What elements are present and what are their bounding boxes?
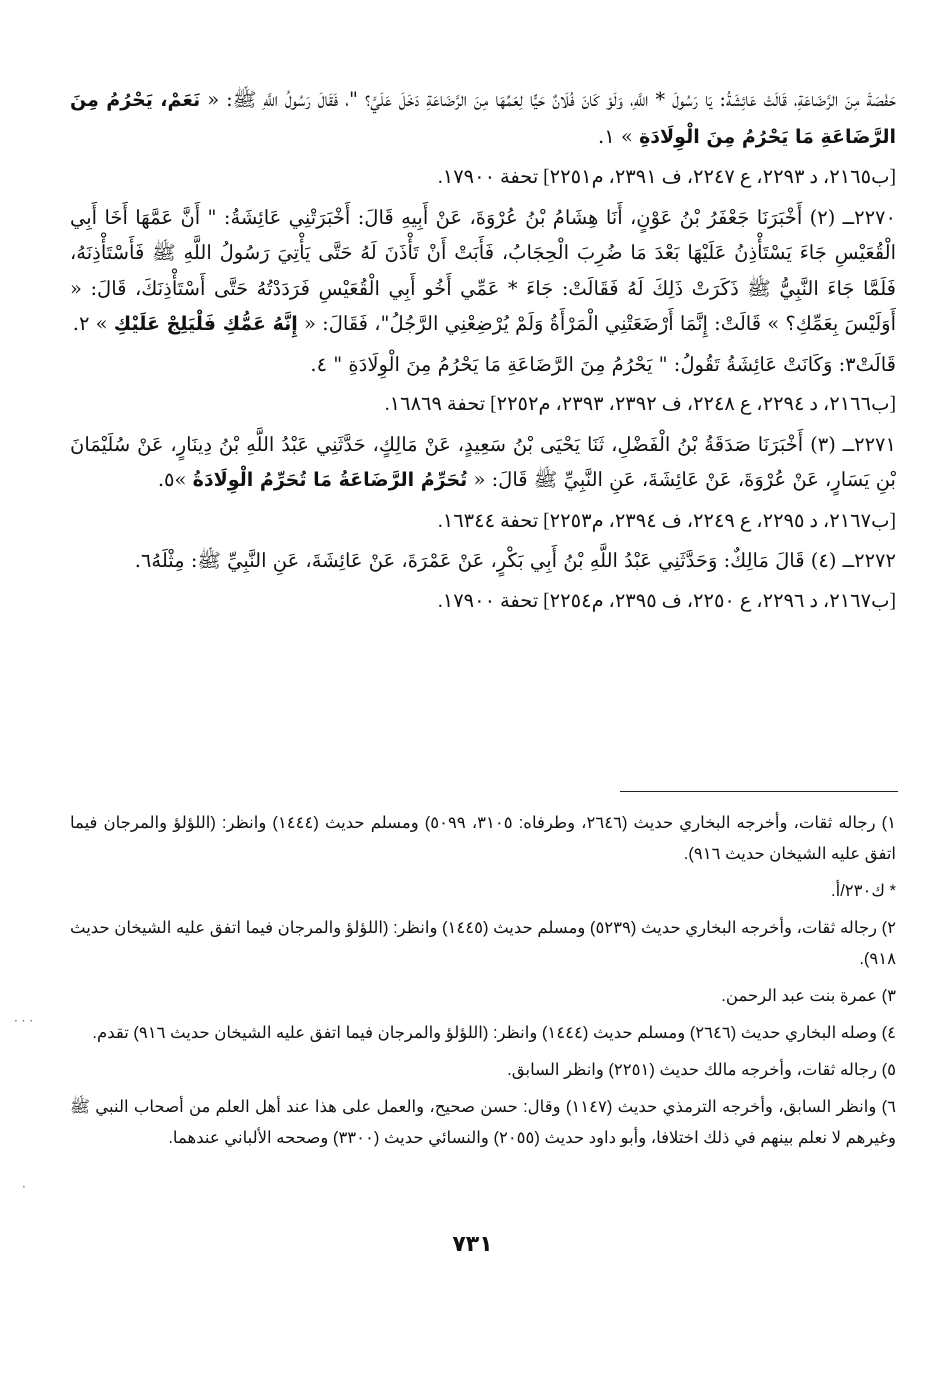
page-number: ٧٣١ <box>452 1232 493 1257</box>
footnote: ٣) عمرة بنت عبد الرحمن. <box>721 987 896 1005</box>
paragraph-text: ٢٢٧٢ــ (٤) قَالَ مَالِكٌ: وَحَدَّثَنِي عَبْدُ اللَّهِ بْنُ أَبِي بَكْرٍ، عَنْ عَمْرَةَ، عَنْ عَائِشَةَ، عَنِ النَّبِيِّ ﷺ: مِثْلَهُ٦. <box>134 549 896 572</box>
footnotes <box>70 808 896 1160</box>
scan-speck: · · · <box>14 1014 34 1028</box>
takhrij-reference <box>70 583 896 620</box>
prophetic-saying: إِنَّهُ عَمُّكِ فَلْيَلِجْ عَلَيْكِ <box>113 313 298 335</box>
paragraph-text: قَالَتْ٣: وَكَانَتْ عَائِشَةُ تَقُولُ: " يَحْرُمُ مِنَ الرَّضَاعَةِ مَا يَحْرُمُ مِنَ الْوِلَادَةِ " ٤. <box>310 352 896 376</box>
takhrij-reference <box>70 159 896 196</box>
hadith-paragraph <box>70 427 896 499</box>
paragraph-text: » ٢. <box>72 312 114 335</box>
paragraph-text: ٢٢٧٠ــ (٢) أَخْبَرَنَا جَعْفَرُ بْنُ عَوْنٍ، أَنَا هِشَامُ بْنُ عُرْوَةَ، عَنْ أَبِيهِ قَالَ: أَخْبَرَتْنِي عَائِشَةُ: " أَنَّ عَمَّهَا أَخَا أَبِي الْقُعَيْسِ جَاءَ يَسْتَأْذِنُ عَلَيْهَا بَعْدَ مَا ضُرِبَ الْحِجَابُ، فَأَبَتْ أَنْ تَأْذَنَ لَهُ حَتَّى يَأْتِيَ رَسُولُ اللَّهِ ﷺ فَأَسْتَأْذِنَهُ، فَلَمَّا جَاءَ النَّبِيُّ ﷺ ذَكَرَتْ ذَلِكَ لَهُ فَقَالَتْ: جَاءَ * عَمِّي أَخُو أَبِي الْقُعَيْسِ فَرَدَدْتُهُ حَتَّى أَسْتَأْذِنَكَ، قَالَ: « أَوَلَيْسَ بِعَمِّكِ؟ » قَالَتْ: إِنَّمَا أَرْضَعَتْنِي الْمَرْأَةُ وَلَمْ يُرْضِعْنِي الرَّجُلُ"، فَقَالَ: « <box>70 205 896 335</box>
reference-text: [ب٢١٦٧، د ٢٢٩٦، ع ٢٢٥٠، ف ٢٣٩٥، م٢٢٥٤] تحفة ١٧٩٠٠. <box>437 590 896 612</box>
paragraph-text: حَفْصَةَ مِنَ الرَّضَاعَةِ، قَالَتْ عَائِشَةُ: يَا رَسُولَ * اللَّهِ، وَلَوْ كَانَ فُلَانٌ حَيًّا لِعَمِّهَا مِنَ الرَّضَاعَةِ دَخَلَ عَلَيَّ؟ "، فَقَالَ رَسُولُ اللَّهِ ﷺ: « <box>200 88 896 111</box>
prophetic-saying: نَعَمْ، يَحْرُمُ مِنَ الرَّضَاعَةِ مَا يَحْرُمُ مِنَ الْوِلَادَةِ <box>70 89 896 148</box>
footnote: * ك٢٣٠/أ. <box>831 882 896 900</box>
footnote: ٤) وصله البخاري حديث (٢٦٤٦) ومسلم حديث (١٤٤٤) وانظر: (اللؤلؤ والمرجان فيما اتفق عليه الشيخان حديث ٩١٦) تقدم. <box>92 1024 896 1042</box>
footnote-separator <box>620 791 898 792</box>
reference-text: [ب٢١٦٧، د ٢٢٩٥، ع ٢٢٤٩، ف ٢٣٩٤، م٢٢٥٣] تحفة ١٦٣٤٤. <box>437 510 896 532</box>
hadith-paragraph <box>70 543 896 579</box>
hadith-paragraph <box>70 82 896 155</box>
footnote: ٥) رجاله ثقات، وأخرجه مالك حديث (٢٢٥١) وانظر السابق. <box>507 1061 896 1079</box>
main-text <box>70 82 896 619</box>
footnote: ٢) رجاله ثقات، وأخرجه البخاري حديث (٥٢٣٩) ومسلم حديث (١٤٤٥) وانظر: (اللؤلؤ والمرجان فيما اتفق عليه الشيخان حديث ٩١٨). <box>70 919 896 968</box>
prophetic-saying: تُحَرِّمُ الرَّضَاعَةُ مَا تُحَرِّمُ الْوِلَادَةُ <box>192 469 468 491</box>
footnote: ٦) وانظر السابق، وأخرجه الترمذي حديث (١١٤٧) وقال: حسن صحيح، والعمل على هذا عند أهل العلم من أصحاب النبي ﷺ وغيرهم لا نعلم بينهم في ذلك اختلافا، وأبو داود حديث (٢٠٥٥) والنسائي حديث (٣٣٠٠) وصححه الألباني عندهما. <box>70 1098 896 1147</box>
hadith-paragraph <box>70 347 896 383</box>
paragraph-text: »٥. <box>157 468 193 491</box>
takhrij-reference <box>70 386 896 423</box>
paragraph-text: ٢٢٧١ــ (٣) أَخْبَرَنَا صَدَقَةُ بْنُ الْفَضْلِ، ثَنَا يَحْيَى بْنُ سَعِيدٍ، عَنْ مَالِكٍ، حَدَّثَنِي عَبْدُ اللَّهِ بْنُ دِينَارٍ، عَنْ سُلَيْمَانَ بْنِ يَسَارٍ، عَنْ عُرْوَةَ، عَنْ عَائِشَةَ، عَنِ النَّبِيِّ ﷺ قَالَ: « <box>70 432 896 491</box>
takhrij-reference <box>70 503 896 540</box>
reference-text: [ب٢١٦٥، د ٢٢٩٣، ع ٢٢٤٧، ف ٢٣٩١، م٢٢٥١] تحفة ١٧٩٠٠. <box>437 167 896 188</box>
footnote: ١) رجاله ثقات، وأخرجه البخاري حديث (٢٦٤٦، وطرفاه: ٣١٠٥، ٥٠٩٩) ومسلم حديث (١٤٤٤) وانظر: (اللؤلؤ والمرجان فيما اتفق عليه الشيخان حديث ٩١٦). <box>70 814 897 863</box>
hadith-paragraph <box>70 200 896 343</box>
scan-speck: · <box>22 1180 26 1194</box>
paragraph-text: » ١. <box>598 124 640 148</box>
reference-text: [ب٢١٦٦، د ٢٢٩٤، ع ٢٢٤٨، ف ٢٣٩٢، ٢٣٩٣، م٢٢٥٢] تحفة ١٦٨٦٩. <box>384 394 896 415</box>
